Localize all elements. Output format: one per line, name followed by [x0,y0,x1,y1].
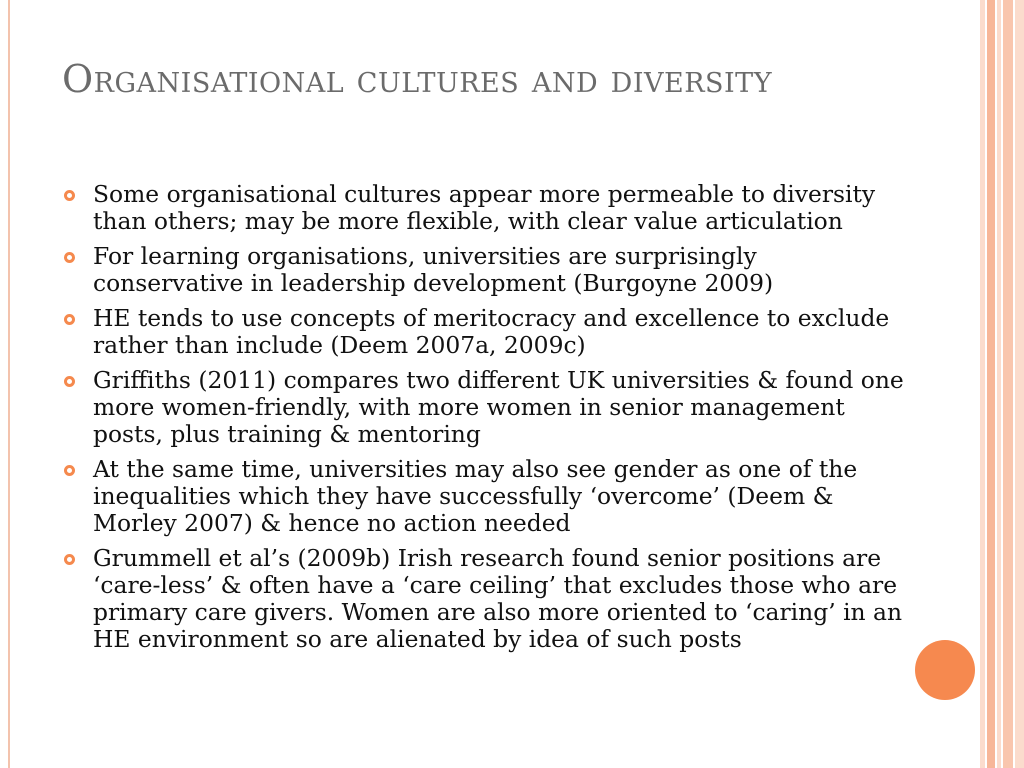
decorative-stripes [980,0,1024,768]
bullet-ring-icon [64,190,75,201]
bullet-list [64,181,904,661]
bullet-text: Some organisational cultures appear more permeable to diversity than others; may be more flexible, with clear value articulation [93,180,876,235]
stripe [997,0,1001,768]
bullet-item [64,367,904,448]
bullet-ring-icon [64,376,75,387]
slide-title: Organisational cultures and diversity [62,57,773,101]
stripe [987,0,995,768]
bullet-text: HE tends to use concepts of meritocracy and excellence to exclude rather than include (Deem 2007a, 2009c) [93,304,890,359]
bullet-text: At the same time, universities may also see gender as one of the inequalities which they have successfully ‘overcome’ (Deem & Morley 2007) & hence no action needed [93,455,858,537]
bullet-ring-icon [64,465,75,476]
stripe [980,0,985,768]
bullet-item [64,545,904,653]
decorative-circle [915,640,975,700]
bullet-ring-icon [64,314,75,325]
bullet-text: For learning organisations, universities are surprisingly conservative in leadership development (Burgoyne 2009) [93,242,774,297]
bullet-ring-icon [64,252,75,263]
bullet-item [64,456,904,537]
stripe [1003,0,1013,768]
bullet-item [64,181,904,235]
bullet-text: Grummell et al’s (2009b) Irish research found senior positions are ‘care-less’ & often have a ‘care ceiling’ that excludes those who are primary care givers. Women are also more oriented to ‘caring’ in an HE environment so are alienated by idea of such posts [93,544,903,653]
bullet-ring-icon [64,554,75,565]
bullet-text: Griffiths (2011) compares two different UK universities & found one more women-friendly, with more women in senior management posts, plus training & mentoring [93,366,904,448]
stripe [1015,0,1024,768]
bullet-item [64,243,904,297]
bullet-item [64,305,904,359]
